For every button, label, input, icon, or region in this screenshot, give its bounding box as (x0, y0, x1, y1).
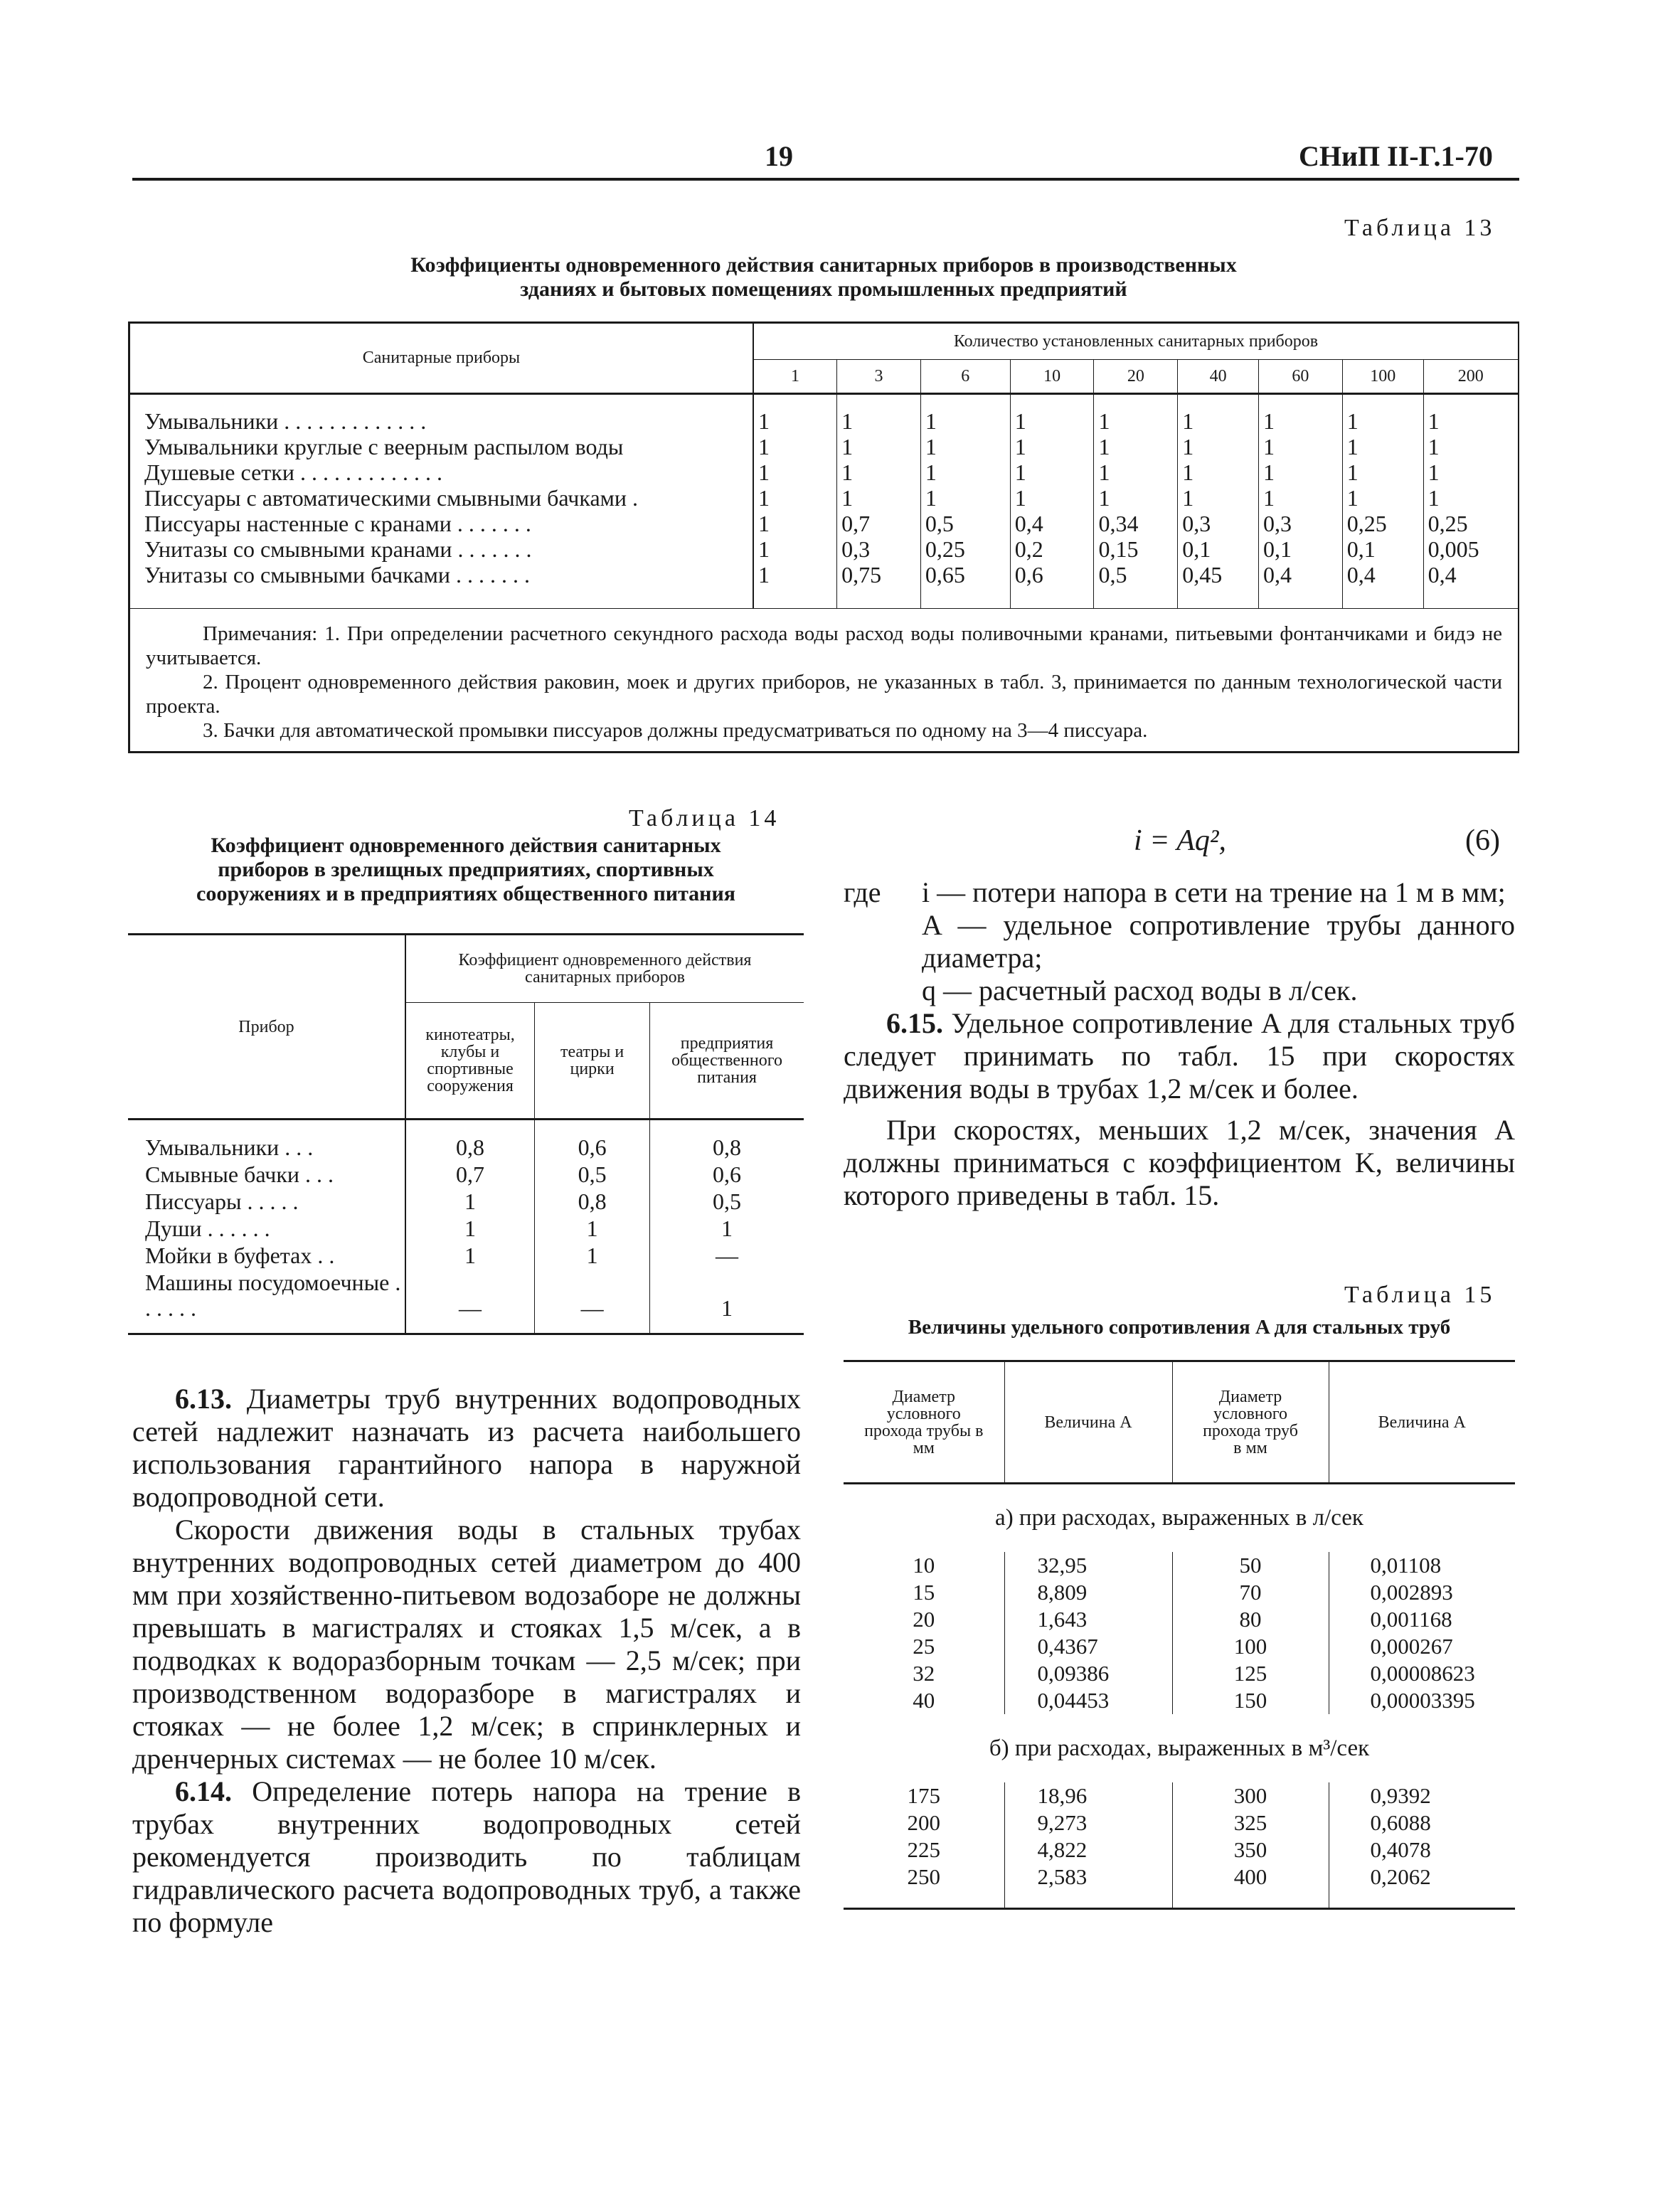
table14-title (128, 834, 804, 906)
table13-title-line1: Коэффициенты одновременного действия санитарных приборов в производственных (410, 253, 1237, 277)
table15-row (844, 1660, 1515, 1687)
table15-row (844, 1606, 1515, 1633)
table15-section-b: б) при расходах, выраженных в м³/сек (989, 1735, 1370, 1761)
paragraph-6-14 (132, 1775, 801, 1939)
table14-coefficient: 1 (535, 1242, 650, 1269)
table15-diameter: 250 (844, 1864, 1004, 1891)
table15-diameter: 300 (1172, 1782, 1329, 1809)
table15-value: 1,643 (1004, 1606, 1172, 1633)
table15-row (844, 1864, 1515, 1891)
table13-coefficient: 1 (1178, 459, 1259, 485)
table13-coefficient: 0,75 (837, 562, 921, 588)
table13-count: 200 (1423, 360, 1519, 394)
where-word: где (844, 876, 881, 908)
table14-row (128, 1161, 804, 1188)
paragraph-6-14-text: Определение потерь напора на трение в трубах внутренних водопроводных сетей рекомендуется производить по таблицам гидравлического расчета водопроводных труб, а также по формуле (132, 1775, 802, 1938)
table15-value: 18,96 (1004, 1782, 1172, 1809)
table13-coefficient: 0,45 (1178, 562, 1259, 588)
table15-value: 0,9392 (1370, 1782, 1431, 1808)
table15-diameter: 150 (1172, 1687, 1329, 1714)
table15-value: 0,00008623 (1370, 1660, 1475, 1686)
table15-value: 8,809 (1004, 1579, 1172, 1606)
table13-coefficient: 1 (1259, 434, 1343, 459)
table15-title: Величины удельного сопротивления A для стальных труб (908, 1316, 1451, 1339)
table15-value: 0,09386 (1004, 1660, 1172, 1687)
table15-label: Таблица 15 (1344, 1282, 1496, 1308)
table13-coefficient: 1 (1342, 485, 1423, 511)
table13-coefficient: 0,4 (1259, 562, 1343, 588)
table15-value: 0,002893 (1370, 1579, 1453, 1605)
table14-row (128, 1242, 804, 1269)
table14 (128, 933, 804, 1335)
table13-coefficient: 1 (1342, 459, 1423, 485)
table15-value: 2,583 (1004, 1864, 1172, 1891)
table13-coefficient: 1 (1423, 434, 1519, 459)
table14-row (128, 1215, 804, 1242)
table14-header-cinema: кинотеатры, клубы и спортивные сооружения (405, 1003, 535, 1120)
table15-diameter: 10 (844, 1552, 1004, 1579)
table15-diameter: 40 (844, 1687, 1004, 1714)
table14-header-device: Прибор (128, 935, 405, 1120)
table13-coefficient: 1 (1178, 408, 1259, 434)
table15-diameter: 350 (1172, 1836, 1329, 1864)
section-number-6-15: 6.15. (886, 1007, 943, 1039)
table14-header-coeff-group: Коэффициент одновременного действия санитарных приборов (405, 935, 804, 1003)
table13-coefficient: 0,6 (1010, 562, 1094, 588)
table13-coefficient: 0,3 (1178, 511, 1259, 536)
table14-coefficient: 0,8 (713, 1134, 742, 1160)
table13-coefficient: 1 (753, 536, 837, 562)
table13-coefficient: 1 (920, 408, 1010, 434)
table13-coefficient: 1 (1178, 434, 1259, 459)
definition-q: q — расчетный расход воды в л/сек. (922, 974, 1358, 1006)
table13-coefficient: 0,4 (1010, 511, 1094, 536)
table13-coefficient: 0,1 (1342, 536, 1423, 562)
table15-value: 0,4078 (1370, 1836, 1431, 1862)
definition-i: i — потери напора в сети на трение на 1 м в мм; (922, 876, 1506, 908)
table14-coefficient: 1 (405, 1242, 535, 1269)
table15 (844, 1360, 1515, 1910)
formula-number: (6) (1465, 824, 1500, 857)
table13-row (129, 511, 1519, 536)
table13-count: 100 (1342, 360, 1423, 394)
table13-coefficient: 1 (1094, 434, 1178, 459)
table14-row (128, 1188, 804, 1215)
table13-coefficient: 0,3 (837, 536, 921, 562)
table15-section-a: а) при расходах, выраженных в л/сек (995, 1505, 1363, 1531)
table13-coefficient: 1 (1178, 485, 1259, 511)
table15-value: 0,6088 (1370, 1809, 1431, 1835)
table15-value: 0,04453 (1004, 1687, 1172, 1714)
table13-coefficient: 1 (920, 485, 1010, 511)
table14-device-name: Души . . . . . . (128, 1215, 405, 1242)
paragraph-low-speed: При скоростях, меньших 1,2 м/сек, значения A должны приниматься с коэффициентом K, величины которого приведены в табл. 15. (844, 1114, 1515, 1211)
table13-fixture-name: Душевые сетки . . . . . . . . . . . . . (129, 459, 753, 485)
table13-coefficient: 0,25 (1423, 511, 1519, 536)
table15-diameter: 15 (844, 1579, 1004, 1606)
table13-coefficient: 1 (1010, 459, 1094, 485)
table13-coefficient: 0,3 (1259, 511, 1343, 536)
table13-coefficient: 1 (1423, 408, 1519, 434)
table13-coefficient: 0,005 (1423, 536, 1519, 562)
table13-coefficient: 0,25 (1342, 511, 1423, 536)
document-code: СНиП II-Г.1-70 (1299, 140, 1493, 172)
table15-diameter: 200 (844, 1809, 1004, 1836)
table14-row (128, 1134, 804, 1161)
table13-coefficient: 1 (753, 459, 837, 485)
table13-row (129, 434, 1519, 459)
formula: i = Aq², (1134, 824, 1226, 857)
table13-coefficient: 1 (753, 485, 837, 511)
table15-value: 0,00003395 (1370, 1687, 1475, 1713)
definition-a: A — удельное сопротивление трубы данного диаметра; (922, 909, 1515, 974)
table15-row (844, 1579, 1515, 1606)
table15-diameter: 25 (844, 1633, 1004, 1660)
table13-coefficient: 1 (1259, 485, 1343, 511)
table13-coefficient: 1 (753, 434, 837, 459)
table14-device-name: Машины посудомоечные . . . . . . (128, 1269, 405, 1322)
table14-device-name: Мойки в буфетах . . (128, 1242, 405, 1269)
table14-title-line1: Коэффициент одновременного действия санитарных (211, 834, 721, 857)
table14-coefficient: 0,7 (405, 1161, 535, 1188)
table14-coefficient: — (716, 1242, 739, 1268)
table14-coefficient: 0,5 (535, 1161, 650, 1188)
table15-value: 0,001168 (1370, 1606, 1452, 1632)
table14-header-catering: предприятия общественного питания (650, 1003, 804, 1120)
table15-diameter: 400 (1172, 1864, 1329, 1891)
table13-notes (129, 609, 1519, 753)
table13-fixture-name: Писсуары настенные с кранами . . . . . . . (129, 511, 753, 536)
table13-coefficient: 0,1 (1259, 536, 1343, 562)
table14-device-name: Смывные бачки . . . (128, 1161, 405, 1188)
paragraph-6-15-text: Удельное сопротивление A для стальных труб следует принимать по табл. 15 при скоростях движения воды в трубах 1,2 м/сек и более. (844, 1007, 1515, 1105)
table15-row (844, 1836, 1515, 1864)
table13-coefficient: 1 (837, 434, 921, 459)
table13-fixture-name: Унитазы со смывными бачками . . . . . . . (129, 562, 753, 588)
table14-label: Таблица 14 (629, 805, 780, 831)
right-column-text (844, 876, 1515, 1212)
table13-count: 3 (837, 360, 921, 394)
table13-coefficient: 1 (1094, 459, 1178, 485)
table13-coefficient: 1 (837, 485, 921, 511)
table15-row (844, 1633, 1515, 1660)
table14-header-theatre: театры и цирки (535, 1003, 650, 1120)
table15-value: 9,273 (1004, 1809, 1172, 1836)
table15-diameter: 125 (1172, 1660, 1329, 1687)
table15-diameter: 32 (844, 1660, 1004, 1687)
table13-coefficient: 0,5 (920, 511, 1010, 536)
definitions (844, 876, 1515, 1007)
table14-coefficient: 0,8 (535, 1188, 650, 1215)
table13-coefficient: 1 (1423, 485, 1519, 511)
table13-note-2: 2. Процент одновременного действия раковин, моек и других приборов, не указанных в табл. 3, принимается по данным технологической части проекта. (146, 671, 1502, 718)
header-rule (132, 178, 1519, 181)
table13-header-fixture: Санитарные приборы (129, 323, 753, 394)
table13-coefficient: 1 (920, 459, 1010, 485)
page-number: 19 (765, 140, 793, 172)
table14-coefficient: 1 (721, 1215, 733, 1241)
table15-value: 0,2062 (1370, 1864, 1431, 1889)
section-number-6-14: 6.14. (175, 1775, 232, 1807)
table13-row (129, 459, 1519, 485)
table15-value: 0,01108 (1370, 1552, 1442, 1578)
table13-coefficient: 1 (1342, 408, 1423, 434)
table15-diameter: 50 (1172, 1552, 1329, 1579)
table13-coefficient: 0,4 (1423, 562, 1519, 588)
table13-row (129, 408, 1519, 434)
table14-title-line3: сооружениях и в предприятиях общественного питания (196, 882, 735, 905)
table13-coefficient: 1 (1259, 459, 1343, 485)
table13-coefficient: 1 (1010, 434, 1094, 459)
table14-coefficient: — (535, 1269, 650, 1322)
paragraph-6-15 (844, 1007, 1515, 1105)
table13-fixture-name: Писсуары с автоматическими смывными бачками . (129, 485, 753, 511)
table13-row (129, 485, 1519, 511)
table14-coefficient: 0,6 (535, 1134, 650, 1161)
table15-value: 32,95 (1004, 1552, 1172, 1579)
table13-fixture-name: Умывальники . . . . . . . . . . . . . (129, 408, 753, 434)
table13-coefficient: 0,25 (920, 536, 1010, 562)
table13-header-count-group: Количество установленных санитарных приборов (753, 323, 1519, 360)
table13-coefficient: 1 (753, 511, 837, 536)
table13-coefficient: 1 (837, 459, 921, 485)
table15-diameter: 70 (1172, 1579, 1329, 1606)
table13-coefficient: 1 (1094, 485, 1178, 511)
table15-diameter: 20 (844, 1606, 1004, 1633)
table13-coefficient: 1 (1094, 408, 1178, 434)
table13-row (129, 536, 1519, 562)
section-number-6-13: 6.13. (175, 1383, 232, 1415)
table13-coefficient: 1 (753, 562, 837, 588)
table13-count: 6 (920, 360, 1010, 394)
table13-count: 40 (1178, 360, 1259, 394)
table13-coefficient: 1 (920, 434, 1010, 459)
table13-coefficient: 1 (1010, 408, 1094, 434)
table15-diameter: 175 (844, 1782, 1004, 1809)
table13-count: 60 (1259, 360, 1343, 394)
table14-coefficient: 1 (721, 1294, 733, 1321)
table14-coefficient: 1 (535, 1215, 650, 1242)
left-column-text (132, 1383, 801, 1939)
table13-note-3: 3. Бачки для автоматической промывки писсуаров должны предусматриваться по одному на 3—4 писсуара. (203, 719, 1148, 742)
table13-title-line2: зданиях и бытовых помещениях промышленных предприятий (520, 277, 1127, 301)
table13-fixture-name: Умывальники круглые с веерным распылом воды (129, 434, 753, 459)
table13-count: 20 (1094, 360, 1178, 394)
table15-row (844, 1687, 1515, 1714)
table14-title-line2: приборов в зрелищных предприятиях, спортивных (218, 858, 714, 881)
table13-row (129, 562, 1519, 588)
table15-row (844, 1782, 1515, 1809)
table13-coefficient: 0,5 (1094, 562, 1178, 588)
table13-coefficient: 0,7 (837, 511, 921, 536)
table15-header-diameter-1: Диаметр условного прохода трубы в мм (844, 1361, 1004, 1484)
table13-label: Таблица 13 (1344, 215, 1496, 241)
table14-row (128, 1269, 804, 1322)
table13-count: 1 (753, 360, 837, 394)
table13-coefficient: 0,15 (1094, 536, 1178, 562)
table15-value: 0,000267 (1370, 1633, 1453, 1659)
table15-diameter: 80 (1172, 1606, 1329, 1633)
table13-coefficient: 1 (753, 408, 837, 434)
table15-diameter: 325 (1172, 1809, 1329, 1836)
table14-coefficient: 0,5 (713, 1188, 742, 1214)
table15-diameter: 100 (1172, 1633, 1329, 1660)
table13-coefficient: 1 (1423, 459, 1519, 485)
table14-device-name: Писсуары . . . . . (128, 1188, 405, 1215)
table13-note-1: Примечания: 1. При определении расчетного секундного расхода воды расход воды поливочными кранами, питьевыми фонтанчиками и бидэ не учитывается. (146, 622, 1502, 669)
table14-coefficient: 0,8 (405, 1134, 535, 1161)
table13 (128, 321, 1519, 753)
table15-row (844, 1809, 1515, 1836)
table14-coefficient: 0,6 (713, 1161, 742, 1187)
table15-header-diameter-2: Диаметр условного прохода труб в мм (1172, 1361, 1329, 1484)
table15-value: 4,822 (1004, 1836, 1172, 1864)
table13-coefficient: 1 (1010, 485, 1094, 511)
table15-diameter: 225 (844, 1836, 1004, 1864)
table14-device-name: Умывальники . . . (128, 1134, 405, 1161)
table15-value: 0,4367 (1004, 1633, 1172, 1660)
paragraph-speed: Скорости движения воды в стальных трубах внутренних водопроводных сетей диаметром до 400 мм при хозяйственно-питьевом водозаборе не должны превышать в магистралях и стояках 1,5 м/сек, а в подводках к водоразборным точкам — 2,5 м/сек; при производственном водоразборе в магистралях и стояках — не более 1,2 м/сек; в спринклерных и дренчерных системах — не более 10 м/сек. (132, 1514, 801, 1775)
table13-title (128, 253, 1519, 302)
table13-fixture-name: Унитазы со смывными кранами . . . . . . . (129, 536, 753, 562)
table15-row (844, 1552, 1515, 1579)
table13-coefficient: 1 (1342, 434, 1423, 459)
table13-coefficient: 0,2 (1010, 536, 1094, 562)
table13-coefficient: 0,1 (1178, 536, 1259, 562)
table13-coefficient: 0,4 (1342, 562, 1423, 588)
table14-coefficient: 1 (405, 1188, 535, 1215)
table15-header-value-2: Величина A (1329, 1361, 1515, 1484)
table13-coefficient: 0,34 (1094, 511, 1178, 536)
paragraph-6-13 (132, 1383, 801, 1514)
table14-coefficient: 1 (405, 1215, 535, 1242)
table13-count: 10 (1010, 360, 1094, 394)
table13-coefficient: 1 (837, 408, 921, 434)
table14-coefficient: — (405, 1269, 535, 1322)
table13-coefficient: 0,65 (920, 562, 1010, 588)
paragraph-6-13-text: Диаметры труб внутренних водопроводных сетей надлежит назначать из расчета наибольшего использования гарантийного напора в наружной водопроводной сети. (132, 1383, 802, 1513)
table15-header-value-1: Величина A (1004, 1361, 1172, 1484)
table13-coefficient: 1 (1259, 408, 1343, 434)
